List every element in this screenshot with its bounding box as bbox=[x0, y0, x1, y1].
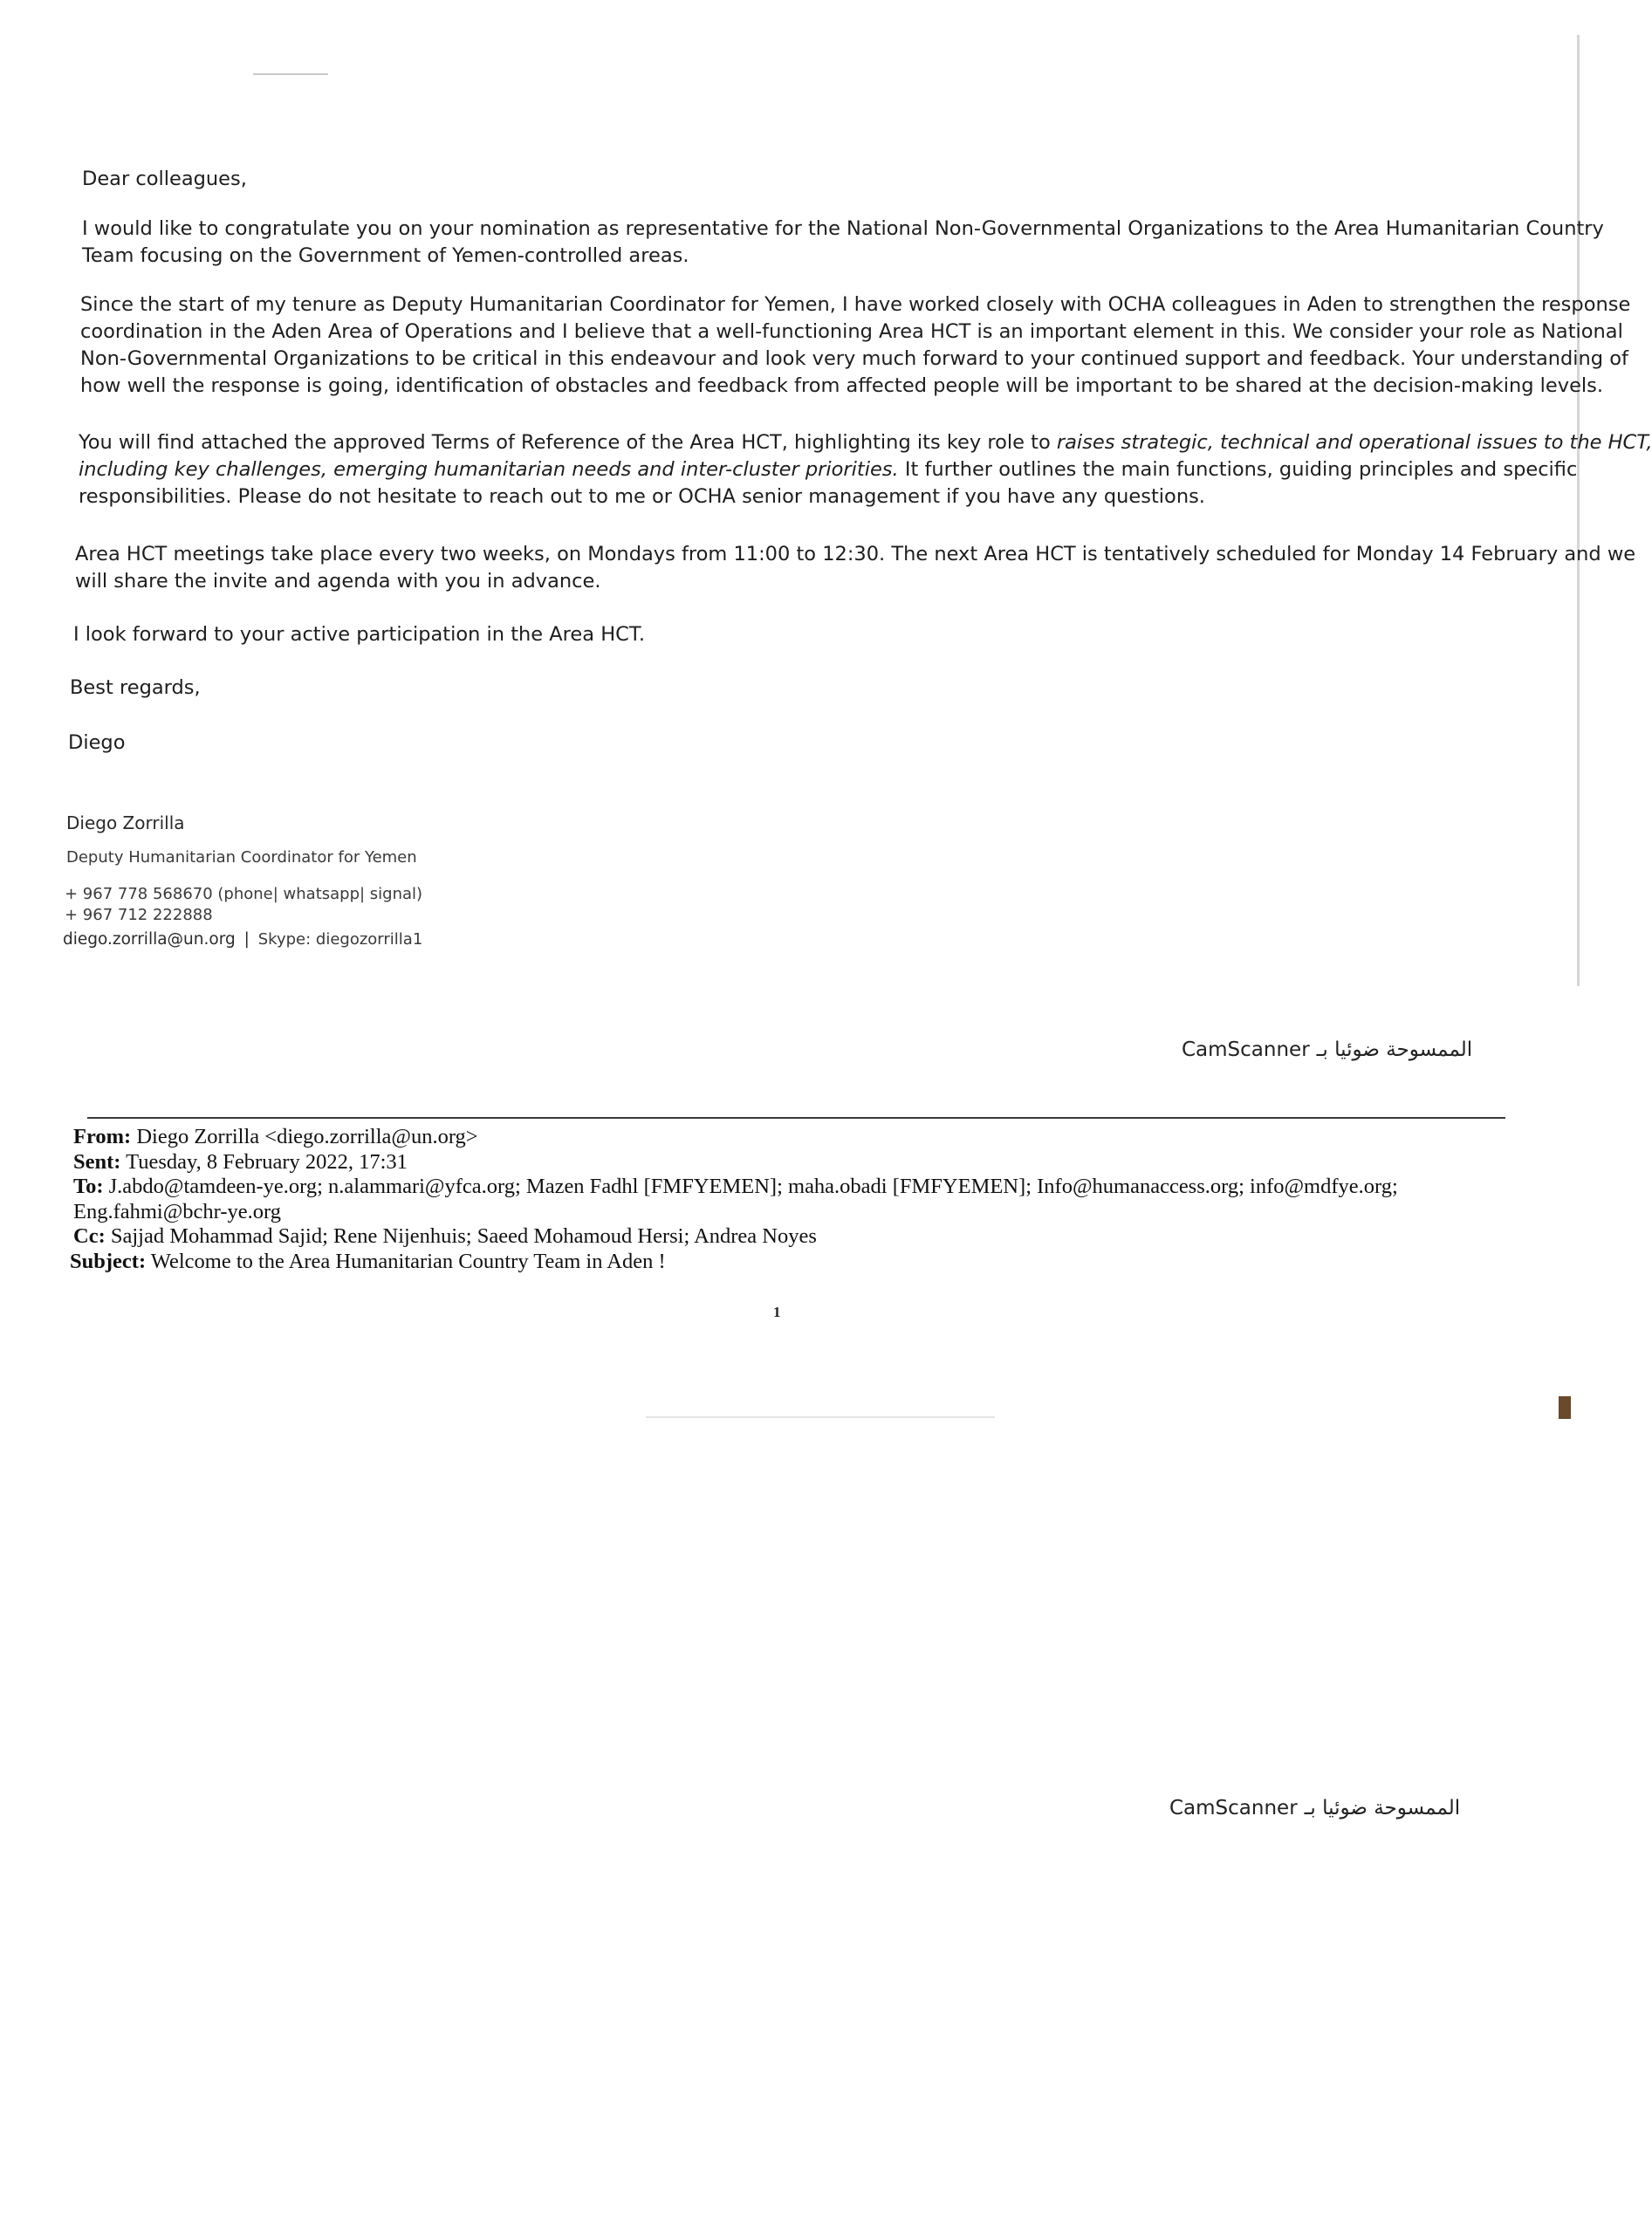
sent-value: Tuesday, 8 February 2022, 17:31 bbox=[126, 1149, 408, 1174]
to-label: To: bbox=[73, 1175, 104, 1198]
email-header bbox=[70, 1125, 1398, 1274]
to-value-line-2: Eng.fahmi@bchr-ye.org bbox=[73, 1199, 281, 1223]
subject-value: Welcome to the Area Humanitarian Country Team in Aden ! bbox=[150, 1249, 666, 1273]
signature-skype: Skype: diegozorrilla1 bbox=[257, 930, 423, 949]
signature-contact-line bbox=[63, 930, 422, 949]
email-from-row bbox=[73, 1125, 1398, 1150]
letter-paragraph-4 bbox=[75, 541, 1635, 595]
scan-edge-right bbox=[1577, 35, 1580, 986]
p3-line-1: You will find attached the approved Terms of Reference of the Area HCT, highlighting its key role to raises strategic, technical and operational issues to the HCT, bbox=[79, 431, 1652, 454]
scan-mark-middle bbox=[646, 1416, 995, 1418]
email-to-row-continued bbox=[73, 1200, 1398, 1225]
p2-line-3: Non-Governmental Organizations to be critical in this endeavour and look very much forward to your continued support and feedback. Your understanding of bbox=[80, 347, 1628, 370]
p4-line-1: Area HCT meetings take place every two weeks, on Mondays from 11:00 to 12:30. The next Area HCT is tentatively scheduled for Monday 14 February and we bbox=[75, 543, 1636, 565]
letter-closing: Best regards, bbox=[70, 676, 201, 699]
email-cc-row bbox=[73, 1224, 1398, 1250]
p1-line-2: Team focusing on the Government of Yemen-controlled areas. bbox=[82, 244, 689, 267]
signature-phone-2: + 967 712 222888 bbox=[65, 906, 213, 924]
email-sent-row bbox=[73, 1150, 1398, 1175]
page-number: 1 bbox=[773, 1304, 781, 1320]
signature-separator: | bbox=[243, 930, 250, 949]
cc-value: Sajjad Mohammad Sajid; Rene Nijenhuis; Saeed Mohamoud Hersi; Andrea Noyes bbox=[110, 1224, 817, 1248]
camscanner-arabic: الممسوحة ضوئيا بـ bbox=[1316, 1038, 1473, 1061]
p2-line-1: Since the start of my tenure as Deputy Humanitarian Coordinator for Yemen, I have worked closely with OCHA colleagues in Aden to strengthen the response bbox=[80, 293, 1631, 316]
letter-paragraph-3 bbox=[79, 429, 1652, 511]
signature-email[interactable]: diego.zorrilla@un.org bbox=[63, 930, 236, 949]
camscanner-arabic: الممسوحة ضوئيا بـ bbox=[1304, 1797, 1461, 1819]
signature-title: Deputy Humanitarian Coordinator for Yemen bbox=[66, 848, 417, 867]
email-subject-row bbox=[70, 1250, 1398, 1275]
cc-label: Cc: bbox=[73, 1224, 106, 1248]
signature-name: Diego Zorrilla bbox=[66, 812, 185, 833]
camscanner-brand: CamScanner bbox=[1182, 1038, 1310, 1061]
p2-line-4: how well the response is going, identification of obstacles and feedback from affected people will be important to be shared at the decision-making levels. bbox=[80, 374, 1604, 397]
camscanner-watermark-top bbox=[1182, 1038, 1472, 1061]
letter-first-name: Diego bbox=[68, 731, 126, 754]
sent-label: Sent: bbox=[73, 1149, 121, 1174]
email-to-row bbox=[73, 1175, 1398, 1200]
p3-line-3: responsibilities. Please do not hesitate to reach out to me or OCHA senior management if you have any questions. bbox=[79, 485, 1205, 508]
p2-line-2: coordination in the Aden Area of Operations and I believe that a well-functioning Area HCT is an important element in this. We consider your role as National bbox=[80, 320, 1623, 343]
letter-paragraph-2 bbox=[80, 291, 1630, 400]
p1-line-1: I would like to congratulate you on your nomination as representative for the National Non-Governmental Organizations to the Area Humanitarian Country bbox=[82, 217, 1604, 240]
email-header-rule bbox=[87, 1117, 1505, 1119]
signature-phone-1: + 967 778 568670 (phone| whatsapp| signal) bbox=[65, 885, 423, 903]
from-value: Diego Zorrilla <diego.zorrilla@un.org> bbox=[136, 1125, 478, 1148]
from-label: From: bbox=[73, 1125, 132, 1148]
letter-paragraph-5: I look forward to your active participation in the Area HCT. bbox=[73, 623, 646, 646]
camscanner-watermark-bottom bbox=[1169, 1797, 1460, 1819]
p4-line-2: will share the invite and agenda with you in advance. bbox=[75, 570, 601, 593]
scan-mark-top bbox=[253, 73, 328, 75]
subject-label: Subject: bbox=[70, 1249, 147, 1273]
scan-corner-mark bbox=[1559, 1396, 1571, 1419]
letter-paragraph-1 bbox=[82, 216, 1604, 270]
p3-line-2: including key challenges, emerging humanitarian needs and inter-cluster priorities. It further outlines the main functions, guiding principles and specific bbox=[79, 458, 1578, 481]
to-value-line-1: J.abdo@tamdeen-ye.org; n.alammari@yfca.org; Mazen Fadhl [FMFYEMEN]; maha.obadi [FMFYEMEN]; Info@humanaccess.org; info@mdfye.org; bbox=[108, 1175, 1398, 1198]
letter-salutation: Dear colleagues, bbox=[82, 168, 247, 190]
camscanner-brand: CamScanner bbox=[1169, 1797, 1298, 1819]
